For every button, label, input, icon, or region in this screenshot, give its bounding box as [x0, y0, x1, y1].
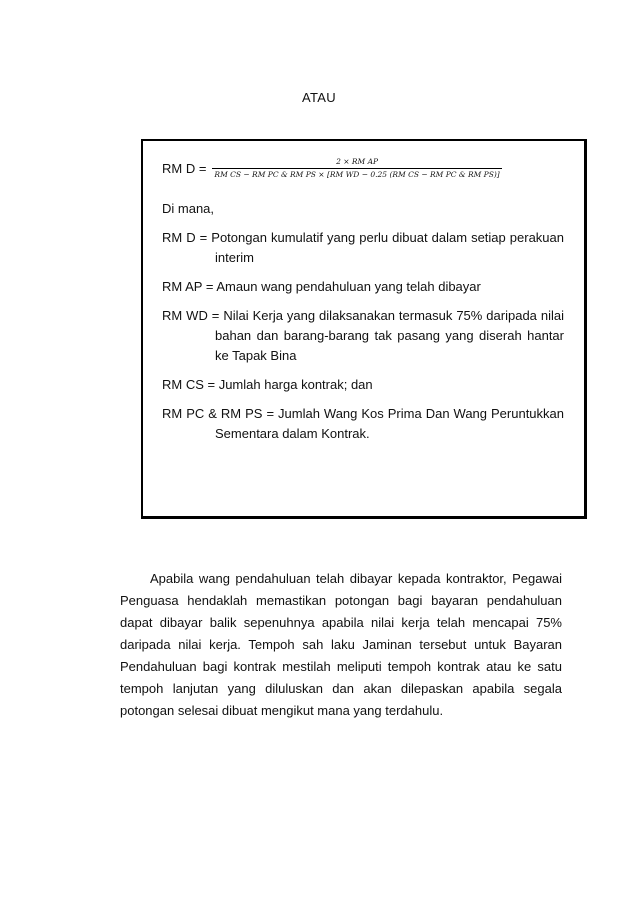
paragraph-line: potongan selesai dibuat mengikut mana yang terdahulu.: [120, 703, 444, 718]
paragraph-line: daripada nilai kerja. Tempoh sah laku Jaminan tersebut untuk Bayaran: [120, 637, 562, 652]
paragraph-line: Pendahuluan bagi kontrak mestilah meliputi tempoh kontrak atau ke satu: [120, 659, 562, 674]
body-paragraph: [120, 568, 562, 722]
definition-continuation: interim: [215, 250, 255, 265]
formula-denominator: RM CS − RM PC & RM PS × [RM WD − 0.25 (RM CS − RM PC & RM PS)]: [214, 170, 500, 179]
definition-rm-cs: [162, 375, 564, 395]
definitions-intro: Di mana,: [162, 201, 215, 216]
definition-line: RM PC & RM PS = Jumlah Wang Kos Prima Dan Wang Peruntukkan: [162, 406, 564, 421]
fraction-bar: [212, 168, 501, 169]
formula-fraction: [212, 157, 501, 180]
definitions: [162, 199, 564, 453]
formula: [162, 157, 502, 180]
definition-rm-ap: [162, 277, 564, 297]
definition-continuation: bahan dan barang-barang tak pasang yang diserah hantar: [215, 328, 564, 343]
definition-continuation: Sementara dalam Kontrak.: [215, 426, 370, 441]
definition-line: RM CS = Jumlah harga kontrak; dan: [162, 377, 373, 392]
paragraph-line: dapat dibayar balik sepenuhnya apabila nilai kerja telah mencapai 75%: [120, 615, 562, 630]
formula-numerator: 2 × RM AP: [336, 157, 379, 166]
heading-atau: ATAU: [302, 90, 336, 105]
paragraph-line: tempoh lanjutan yang diluluskan dan akan dilepaskan apabila segala: [120, 681, 562, 696]
formula-box: [141, 139, 587, 519]
definition-line: RM AP = Amaun wang pendahuluan yang telah dibayar: [162, 279, 481, 294]
definition-line: RM WD = Nilai Kerja yang dilaksanakan termasuk 75% daripada nilai: [162, 308, 564, 323]
definition-line: RM D = Potongan kumulatif yang perlu dibuat dalam setiap perakuan: [162, 230, 564, 245]
definition-rm-pc-ps: [162, 404, 564, 444]
paragraph-line: Penguasa hendaklah memastikan potongan bagi bayaran pendahuluan: [120, 593, 562, 608]
definition-rm-wd: [162, 306, 564, 366]
paragraph-line: Apabila wang pendahuluan telah dibayar kepada kontraktor, Pegawai: [150, 571, 562, 586]
formula-lhs: RM D =: [162, 161, 207, 176]
definition-rm-d: [162, 228, 564, 268]
definition-continuation: ke Tapak Bina: [215, 348, 297, 363]
